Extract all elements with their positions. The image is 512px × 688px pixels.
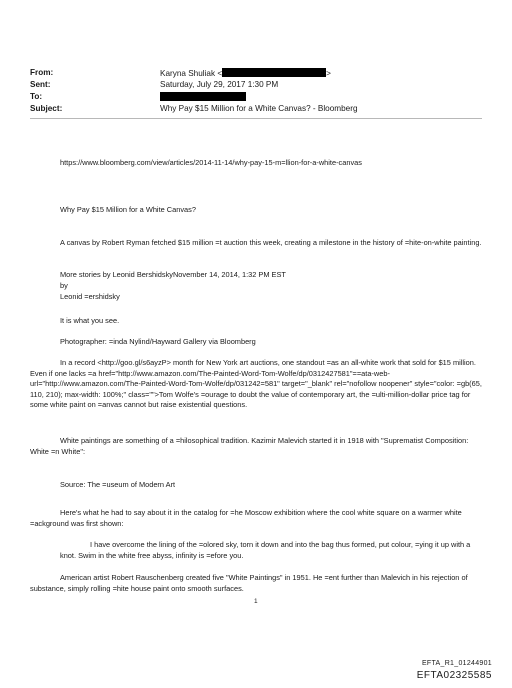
article-lede: A canvas by Robert Ryman fetched $15 million =t auction this week, creating a milestone in the history of =hite-on-white painting. [60,238,482,247]
malevich-quote: I have overcome the lining of the =olored sky, torn it down and into the bag thus formed, put colour, =ying it up with a knot. Swim in the white free abyss, infinity is =efore you. [60,540,471,560]
byline-line-3: Leonid =ershidsky [60,292,120,301]
sent-value: Saturday, July 29, 2017 1:30 PM [160,80,279,89]
sent-label: Sent: [30,80,51,89]
image-source: Source: The =useum of Modern Art [60,480,176,489]
bates-number-large: EFTA02325585 [416,670,492,681]
paragraph-catalog: Here's what he had to say about it in the catalog for =he Moscow exhibition where the cool white square on a warmer white =ackground was first shown: [30,508,462,528]
article-url[interactable]: https://www.bloomberg.com/view/articles/2014-11-14/why-pay-15-m=llion-for-a-white-canvas [60,158,362,167]
article-title: Why Pay $15 Million for a White Canvas? [60,205,196,214]
to-value [160,92,246,103]
paragraph-record-month: In a record <http://goo.gl/s6ayzP> month for New York art auctions, one standout =as an all-white work that sold for $15 million. Even if one lacks =a href="http://www.amazon.com/The-Painted-Word-Tom-Wolfe/dp/0312427581"==ata-web-url="http://www.amazon.com/The-Painted-Word-Tom-Wolfe/dp/031242=581" target="_blank" rel="nofollow noopener" style="color: =gb(65, 110, 210); max-width: 100%;" class="">Tom Wolfe's =ourage to doubt the value of contemporary art, the =ulti-million-dollar price tag for some white paint on =anvas cannot but raise existential questions. [30,358,482,410]
from-value [160,68,331,79]
photo-credit: Photographer: =inda Nylind/Hayward Gallery via Bloomberg [60,337,256,346]
from-name: Karyna Shuliak < [160,69,223,78]
paragraph-rauschenberg: American artist Robert Rauschenberg created five "White Paintings" in 1951. He =ent further than Malevich in his rejection of substance, simply rolling =hite house paint onto smooth surfaces. [30,573,468,593]
byline-line-2: by [60,281,68,290]
redaction-box [222,68,326,77]
from-label: From: [30,68,54,77]
byline-line-1: More stories by Leonid BershidskyNovember 14, 2014, 1:32 PM EST [60,270,286,279]
page-number: 1 [254,598,258,605]
subject-label: Subject: [30,104,63,113]
bates-number-small: EFTA_R1_01244901 [421,660,492,667]
header-divider [30,118,482,119]
paragraph-what-you-see: It is what you see. [60,316,120,325]
paragraph-white-paintings: White paintings are something of a =hilosophical tradition. Kazimir Malevich started it in 1918 with "Suprematist Composition: White =n White": [30,436,469,456]
redaction-box [160,92,246,101]
from-close: > [326,69,331,78]
subject-value: Why Pay $15 Million for a White Canvas? - Bloomberg [160,104,358,113]
to-label: To: [30,92,43,101]
